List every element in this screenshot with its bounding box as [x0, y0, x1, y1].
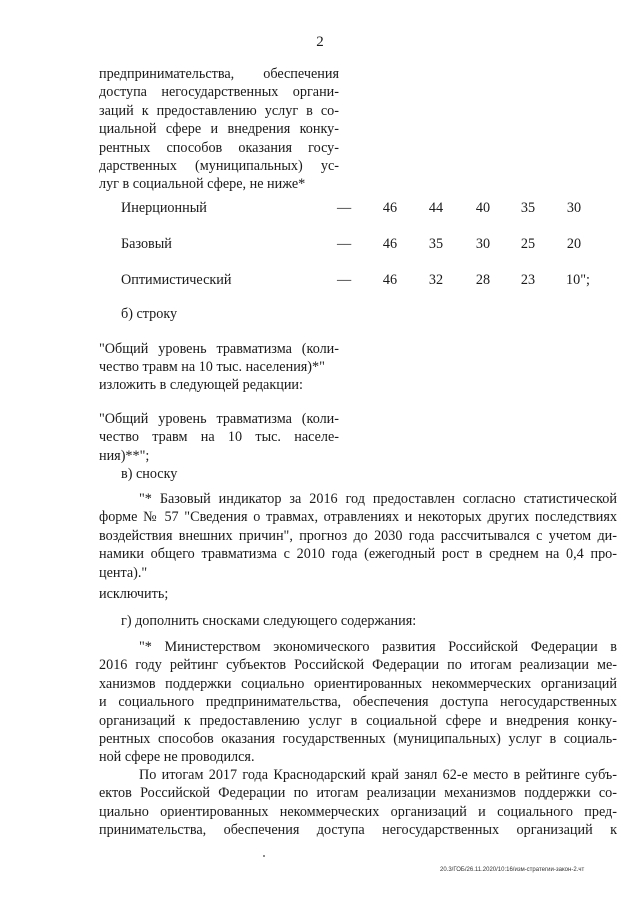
text-line: рентных способов оказания государственных (муниципальных) услуг в социаль-: [99, 731, 617, 748]
value-cell: 40: [475, 200, 491, 216]
exclude-instruction: исключить;: [99, 586, 169, 602]
text-line: 2016 году рейтинг субъектов Российской Федерации по итогам реализации ме-: [99, 657, 617, 674]
text-line: "Общий уровень травматизма (коли-: [99, 341, 339, 357]
indicator-name-continuation: [99, 65, 339, 194]
value-cell: 30: [566, 200, 582, 216]
dash: —: [337, 272, 352, 288]
replace-instruction: изложить в следующей редакции:: [99, 377, 303, 393]
document-footer-code: 20.3/ГОБ/26.11.2020/10:16/изм-стратегии-закон-2.чт: [440, 867, 585, 873]
text-line: "Общий уровень травматизма (коли-: [99, 411, 339, 427]
text-line: ной сфере не проводился.: [99, 749, 255, 766]
value-cell: 35: [428, 236, 444, 252]
text-line: "* Базовый индикатор за 2016 год предоставлен согласно статистической: [139, 491, 617, 507]
value-cell: 46: [382, 200, 398, 216]
value-cell: 35: [520, 200, 536, 216]
text-line: По итогам 2017 года Краснодарский край занял 62-е место в рейтинге субъ-: [139, 767, 617, 783]
value-cell: 44: [428, 200, 444, 216]
value-cell: 25: [520, 236, 536, 252]
text-line: доступа негосударственных органи-: [99, 84, 339, 101]
text-line: циальной сфере и внедрения конку-: [99, 121, 339, 138]
scenario-label: Оптимистический: [121, 272, 232, 288]
text-line: форме № 57 "Сведения о травмах, отравлениях и некоторых других последствиях: [99, 509, 617, 526]
text-line: организаций к предоставлению услуг в социальной сфере и внедрения конку-: [99, 712, 617, 729]
text-line: заций к предоставлению услуг в со-: [99, 102, 339, 119]
scenario-label: Инерционный: [121, 200, 207, 216]
text-line: циально ориентированных некоммерческих организаций и социального пред-: [99, 803, 617, 820]
item-v: в) сноску: [121, 466, 178, 482]
value-cell: 30: [475, 236, 491, 252]
text-line: воздействия внешних причин", прогноз до 2030 года рассчитывался с учетом ди-: [99, 527, 617, 544]
value-cell: 20: [566, 236, 582, 252]
page-number: 2: [316, 34, 324, 50]
text-line: ектов Российской Федерации по итогам реализации механизмов поддержки со-: [99, 785, 617, 802]
text-line: ханизмов поддержки социально ориентированных некоммерческих организаций: [99, 675, 617, 692]
text-line: рентных способов оказания госу-: [99, 139, 339, 156]
text-line: и социального предпринимательства, обеспечения доступа негосударственных: [99, 694, 617, 711]
dash: —: [337, 236, 352, 252]
text-line: чество травм на 10 тыс. населения)*": [99, 359, 325, 376]
value-cell: 10";: [566, 272, 590, 288]
dash: —: [337, 200, 352, 216]
value-cell: 46: [382, 272, 398, 288]
new-footnote-paragraph-2: [99, 766, 617, 840]
value-cell: 28: [475, 272, 491, 288]
item-b: б) строку: [121, 306, 178, 322]
item-g: г) дополнить сносками следующего содержания:: [121, 613, 417, 629]
scenario-label: Базовый: [121, 236, 172, 252]
text-line: намики общего травматизма с 2010 года (ежегодный рост в среднем на 0,4 про-: [99, 546, 617, 563]
text-line: предпринимательства, обеспечения: [99, 66, 339, 82]
text-line: принимательства, обеспечения доступа негосударственных организаций к: [99, 822, 617, 839]
text-line: "* Министерством экономического развития Российской Федерации в: [139, 639, 617, 655]
text-line: ния)**";: [99, 447, 150, 464]
value-cell: 46: [382, 236, 398, 252]
scan-speck: [263, 855, 265, 857]
text-line: дарственных (муниципальных) ус-: [99, 158, 339, 175]
old-line-quote: [99, 340, 339, 377]
value-cell: 23: [520, 272, 536, 288]
text-line: чество травм на 10 тыс. населе-: [99, 429, 339, 446]
new-line-quote: [99, 410, 339, 465]
text-line: луг в социальной сфере, не ниже*: [99, 176, 306, 193]
footnote-to-remove: [99, 490, 617, 582]
text-line: цента).": [99, 564, 148, 581]
new-footnote-paragraph-1: [99, 638, 617, 767]
value-cell: 32: [428, 272, 444, 288]
